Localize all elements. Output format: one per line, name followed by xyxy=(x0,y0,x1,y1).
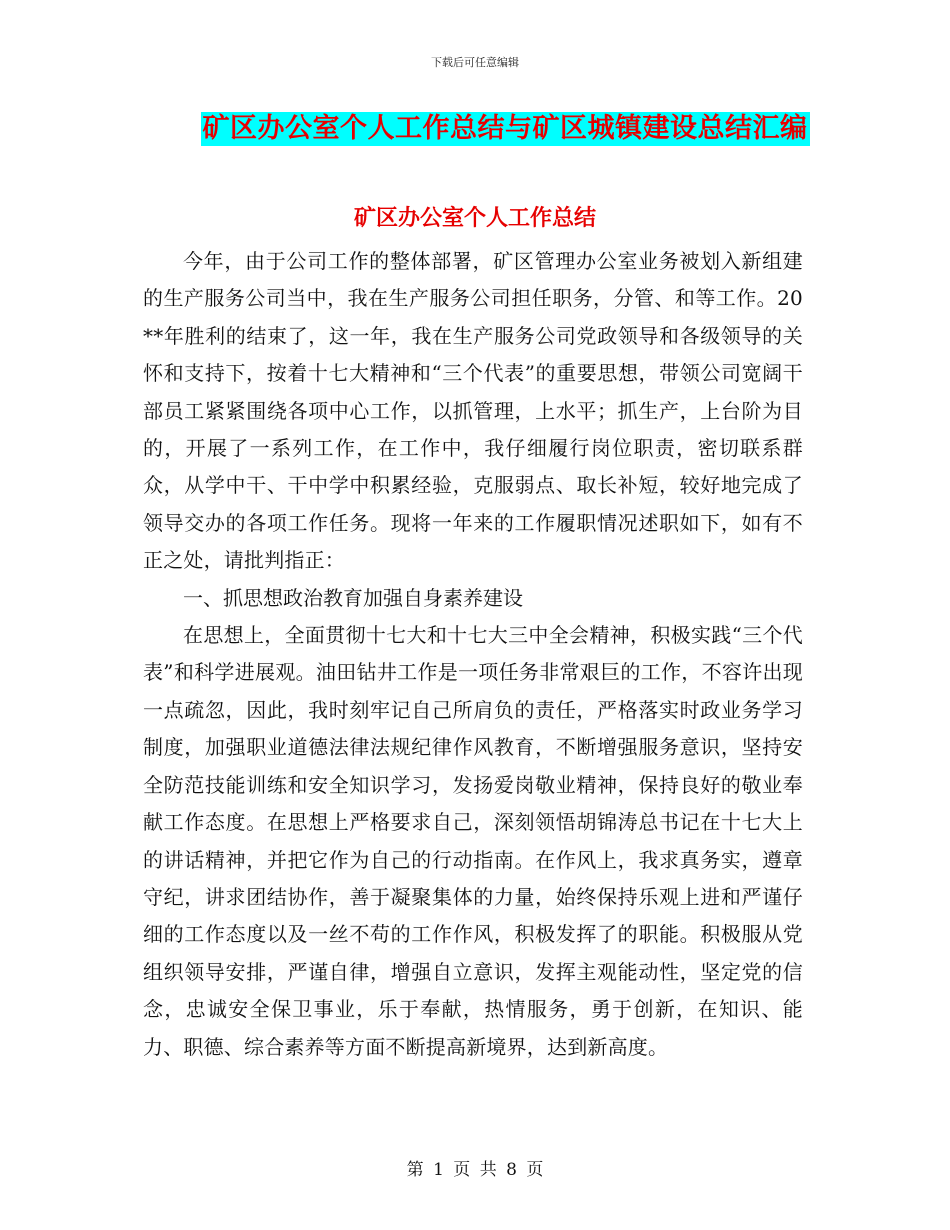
header-note: 下载后可任意编辑 xyxy=(431,56,519,69)
main-title-container xyxy=(0,112,950,146)
page-footer: 第 1 页 共 8 页 xyxy=(406,1160,544,1180)
sub-title: 矿区办公室个人工作总结 xyxy=(353,205,596,231)
paragraph-intro: 今年，由于公司工作的整体部署，矿区管理办公室业务被划入新组建的生产服务公司当中，我在生产服务公司担任职务，分管、和等工作。20**年胜利的结束了，这一年，我在生产服务公司党政领导和各级领导的关怀和支持下，按着十七大精神和“三个代表”的重要思想，带领公司宽阔干部员工紧紧围绕各项中心工作，以抓管理，上水平；抓生产，上台阶为目的，开展了一系列工作，在工作中，我仔细履行岗位职责，密切联系群众，从学中干、干中学中积累经验，克服弱点、取长补短，较好地完成了领导交办的各项工作任务。现将一年来的工作履职情况述职如下，如有不正之处，请批判指正： xyxy=(143,249,803,573)
section-heading-1: 一、抓思想政治教育加强自身素养建设 xyxy=(183,585,523,610)
document-body xyxy=(143,243,803,1066)
main-title: 矿区办公室个人工作总结与矿区城镇建设总结汇编 xyxy=(202,113,808,144)
paragraph-section-1: 在思想上，全面贯彻十七大和十七大三中全会精神，积极实践“三个代表”和科学进展观。油田钻井工作是一项任务非常艰巨的工作，不容许出现一点疏忽，因此，我时刻牢记自己所肩负的责任，严格落实时政业务学习制度，加强职业道德法律法规纪律作风教育，不断增强服务意识，坚持安全防范技能训练和安全知识学习，发扬爱岗敬业精神，保持良好的敬业奉献工作态度。在思想上严格要求自己，深刻领悟胡锦涛总书记在十七大上的讲话精神，并把它作为自己的行动指南。在作风上，我求真务实，遵章守纪，讲求团结协作，善于凝聚集体的力量，始终保持乐观上进和严谨仔细的工作态度以及一丝不苟的工作作风，积极发挥了的职能。积极服从党组织领导安排，严谨自律，增强自立意识，发挥主观能动性，坚定党的信念，忠诚安全保卫事业，乐于奉献，热情服务，勇于创新，在知识、能力、职德、综合素养等方面不断提高新境界，达到新高度。 xyxy=(143,623,803,1059)
